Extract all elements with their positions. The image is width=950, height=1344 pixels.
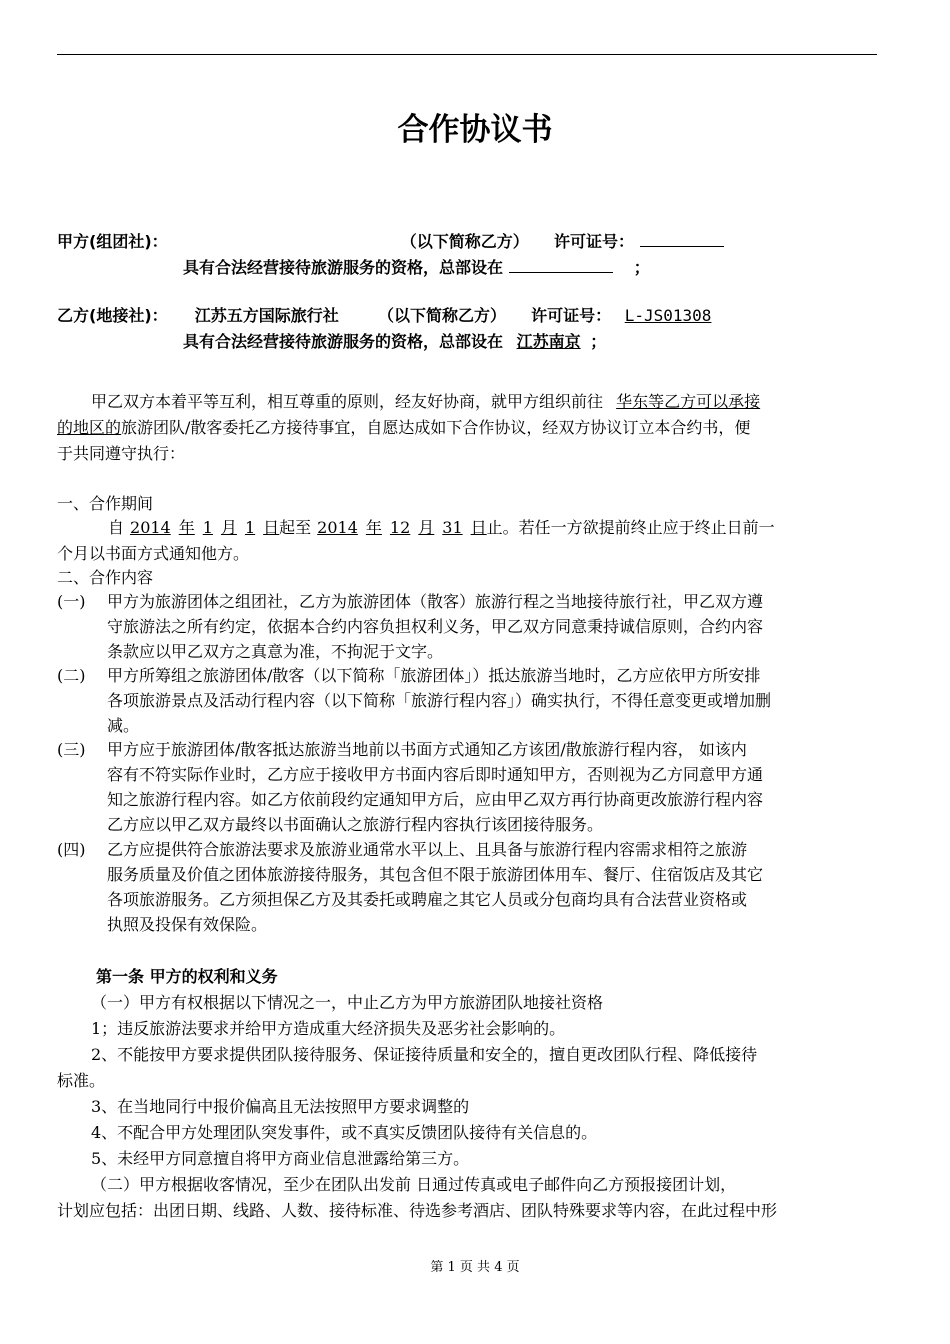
section-2-item-line: 甲方应于旅游团体/散客抵达旅游当地前以书面方式通知乙方该团/散旅游行程内容， 如该内 <box>107 740 747 759</box>
section-2-item-line: 守旅游法之所有约定，依据本合约内容负担权利义务，甲乙双方同意秉持诚信原则，合约内容 <box>107 617 764 636</box>
party-a-line <box>57 230 724 253</box>
period-end-date <box>311 518 486 537</box>
party-b-qual-end: ； <box>590 332 607 351</box>
start-day-char: 日 <box>263 518 280 537</box>
party-b-label: 乙方(地接社)： <box>57 306 168 325</box>
page-footer: 第 1 页 共 4 页 <box>430 1260 520 1275</box>
article-1-item-2b: 标准。 <box>57 1071 106 1090</box>
section-2-heading: 二、合作内容 <box>57 568 154 587</box>
party-b-abbr: （以下简称乙方） <box>377 306 506 325</box>
party-a-license-label: 许可证号： <box>553 232 634 251</box>
section-2-item-number: (二) <box>57 666 86 685</box>
article-1-heading: 第一条 甲方的权利和义务 <box>96 967 278 986</box>
section-2-item-line: 容有不符实际作业时，乙方应于接收甲方书面内容后即时通知甲方，否则视为乙方同意甲方通 <box>107 765 764 784</box>
article-1-p2a: （二）甲方根据收客情况，至少在团队出发前 日通过传真或电子邮件向乙方预报接团计划， <box>91 1175 737 1194</box>
article-1-item-5: 5、未经甲方同意擅自将甲方商业信息泄露给第三方。 <box>91 1149 470 1168</box>
section-1-line-1 <box>108 517 775 539</box>
start-year: 2014 <box>130 518 171 537</box>
section-2-item-line: 减。 <box>107 716 140 735</box>
party-b-hq: 江苏南京 <box>516 332 581 351</box>
article-1-item-4: 4、不配合甲方处理团队突发事件，或不真实反馈团队接待有关信息的。 <box>91 1123 598 1142</box>
start-month: 1 <box>202 518 213 537</box>
party-a-label: 甲方(组团社)： <box>57 232 168 251</box>
party-b-line <box>57 305 725 327</box>
top-rule <box>57 54 877 55</box>
period-notice: 止。若任一方欲提前终止应于终止日前一 <box>486 518 775 537</box>
intro-destination-cont: 的地区的 <box>57 418 122 437</box>
party-a-abbr: （以下简称乙方） <box>400 232 529 251</box>
end-year-char: 年 <box>365 518 382 537</box>
article-1-p2b: 计划应包括：出团日期、线路、人数、接待标准、待选参考酒店、团队特殊要求等内容，在此过程中形 <box>57 1201 778 1220</box>
end-day-char: 日 <box>470 518 487 537</box>
section-2-item-number: (四) <box>57 840 86 859</box>
party-a-qual-text: 具有合法经营接待旅游服务的资格，总部设在 <box>183 258 504 277</box>
article-1-item-2a: 2、不能按甲方要求提供团队接待服务、保证接待质量和安全的，擅自更改团队行程、降低接待 <box>91 1045 758 1064</box>
section-2-item-line: 各项旅游服务。乙方须担保乙方及其委托或聘雇之其它人员或分包商均具有合法营业资格或 <box>107 890 748 909</box>
article-1-item-1: 1；违反旅游法要求并给甲方造成重大经济损失及恶劣社会影响的。 <box>91 1019 566 1038</box>
party-b-qual-line <box>183 331 606 353</box>
page-title: 合作协议书 <box>397 112 553 148</box>
end-year: 2014 <box>317 518 358 537</box>
start-month-char: 月 <box>220 518 237 537</box>
intro-line-2 <box>57 417 750 439</box>
intro-line-3: 于共同遵守执行： <box>57 444 186 463</box>
party-a-qual-line <box>183 256 650 279</box>
party-b-license: L-JS01308 <box>624 306 712 325</box>
section-2-item-line: 乙方应以甲乙双方最终以书面确认之旅游行程内容执行该团接待服务。 <box>107 815 604 834</box>
party-a-hq-blank <box>509 256 613 273</box>
article-1-item-3: 3、在当地同行中报价偏高且无法按照甲方要求调整的 <box>91 1097 470 1116</box>
start-year-char: 年 <box>178 518 195 537</box>
end-day: 31 <box>442 518 463 537</box>
section-2-item-line: 甲方为旅游团体之组团社，乙方为旅游团体（散客）旅游行程之当地接待旅行社，甲乙双方遵 <box>107 592 764 611</box>
end-month: 12 <box>389 518 411 537</box>
section-2-item-line: 乙方应提供符合旅游法要求及旅游业通常水平以上、且具备与旅游行程内容需求相符之旅游 <box>107 840 748 859</box>
section-2-item-line: 知之旅游行程内容。如乙方依前段约定通知甲方后，应由甲乙双方再行协商更改旅游行程内容 <box>107 790 764 809</box>
intro-text-2: 旅游团队/散客委托乙方接待事宜，自愿达成如下合作协议，经双方协议订立本合约书，便 <box>121 418 751 437</box>
period-to: 起至 <box>279 518 312 537</box>
intro-text-1: 甲乙双方本着平等互利，相互尊重的原则，经友好协商，就甲方组织前往 <box>91 392 604 411</box>
end-month-char: 月 <box>418 518 435 537</box>
section-2-item-line: 执照及投保有效保险。 <box>107 915 268 934</box>
period-from: 自 <box>108 518 125 537</box>
section-2-item-line: 甲方所筹组之旅游团体/散客（以下简称「旅游团体」）抵达旅游当地时，乙方应依甲方所安排 <box>107 666 761 685</box>
intro-line-1 <box>91 391 760 413</box>
section-2-item-number: (一) <box>57 592 86 611</box>
party-b-license-label: 许可证号： <box>531 306 612 325</box>
section-1-line-2: 个月以书面方式通知他方。 <box>57 544 250 563</box>
section-2-item-line: 各项旅游景点及活动行程内容（以下简称「旅游行程内容」）确实执行，不得任意变更或增加删 <box>107 691 772 710</box>
article-1-p1: （一）甲方有权根据以下情况之一，中止乙方为甲方旅游团队地接社资格 <box>91 993 604 1012</box>
party-a-qual-end: ； <box>633 258 650 277</box>
party-a-license-blank <box>640 230 724 247</box>
intro-destination: 华东等乙方可以承接 <box>616 392 761 411</box>
section-1-heading: 一、合作期间 <box>57 494 154 513</box>
start-day: 1 <box>244 518 256 537</box>
section-2-item-line: 服务质量及价值之团体旅游接待服务，其包含但不限于旅游团体用车、餐厅、住宿饭店及其它 <box>107 865 764 884</box>
section-2-item-number: (三) <box>57 740 86 759</box>
party-b-qual-text: 具有合法经营接待旅游服务的资格，总部设在 <box>183 332 504 351</box>
section-2-item-line: 条款应以甲乙双方之真意为准，不拘泥于文字。 <box>107 642 444 661</box>
period-start-date <box>124 518 279 537</box>
party-b-name: 江苏五方国际旅行社 <box>194 306 339 325</box>
